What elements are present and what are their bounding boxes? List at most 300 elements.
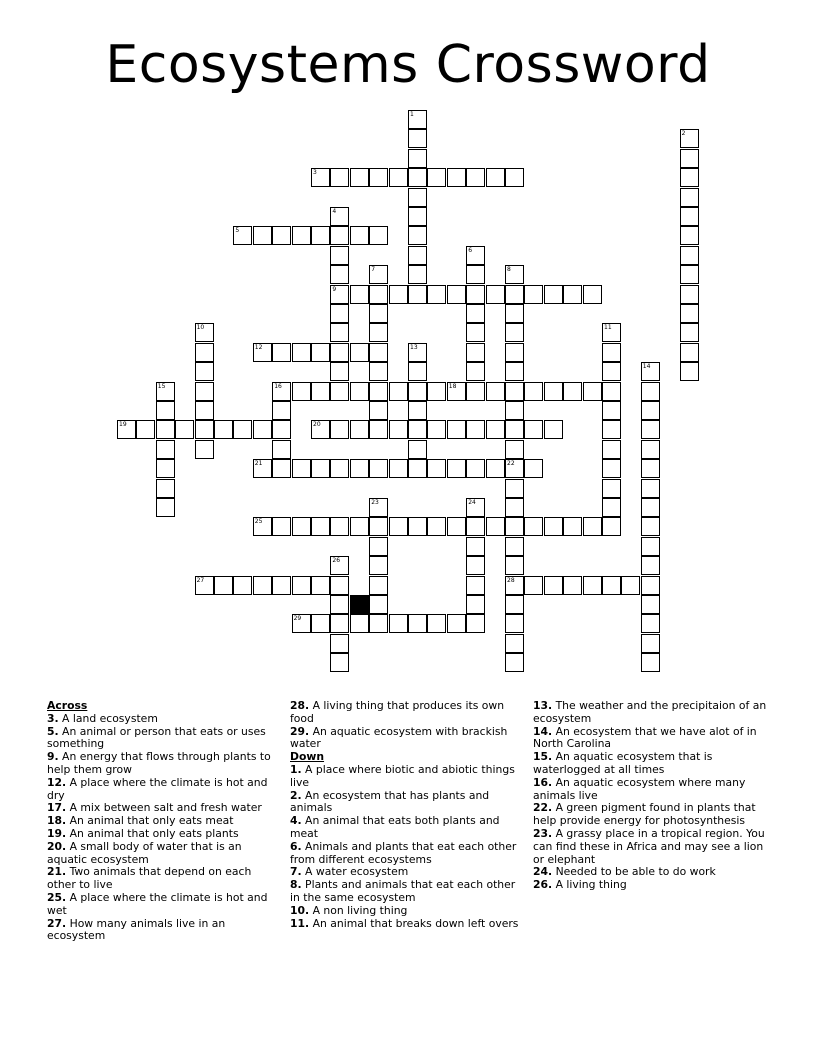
grid-cell[interactable] [602, 323, 621, 342]
grid-cell[interactable] [505, 498, 524, 517]
grid-cell[interactable] [486, 420, 505, 439]
grid-cell[interactable] [447, 382, 466, 401]
grid-cell[interactable] [408, 149, 427, 168]
grid-cell[interactable] [680, 207, 699, 226]
grid-cell[interactable] [369, 323, 388, 342]
grid-cell[interactable] [544, 420, 563, 439]
grid-cell[interactable] [641, 459, 660, 478]
grid-cell[interactable] [466, 595, 485, 614]
clue-across-18: 18. An animal that only eats meat [47, 814, 234, 828]
cell-number: 3 [313, 169, 317, 177]
grid-cell[interactable] [583, 517, 602, 536]
grid-cell[interactable] [544, 517, 563, 536]
grid-cell[interactable] [175, 420, 194, 439]
grid-cell[interactable] [505, 401, 524, 420]
cell-number: 12 [254, 343, 263, 351]
grid-cell[interactable] [641, 420, 660, 439]
grid-cell[interactable] [505, 576, 524, 595]
grid-cell[interactable] [641, 653, 660, 672]
grid-cell[interactable] [505, 285, 524, 304]
grid-cell[interactable] [389, 614, 408, 633]
grid-cell[interactable] [369, 401, 388, 420]
grid-cell[interactable] [408, 207, 427, 226]
grid-cell[interactable] [253, 576, 272, 595]
grid-cell[interactable] [680, 285, 699, 304]
grid-cell[interactable] [330, 285, 349, 304]
grid-cell[interactable] [350, 226, 369, 245]
cell-number: 9 [332, 285, 337, 293]
grid-cell[interactable] [621, 576, 640, 595]
clue-across-29: 29. An aquatic ecosystem with brackish water [290, 724, 508, 751]
clue-down-1: 1. A place where biotic and abiotic things live [290, 762, 515, 789]
grid-cell[interactable] [408, 614, 427, 633]
grid-cell[interactable] [389, 459, 408, 478]
grid-cell[interactable] [369, 304, 388, 323]
grid-cell[interactable] [583, 382, 602, 401]
grid-cell[interactable] [292, 459, 311, 478]
grid-cell[interactable] [641, 576, 660, 595]
grid-cell[interactable] [408, 382, 427, 401]
grid-cell[interactable] [330, 207, 349, 226]
grid-cell[interactable] [350, 517, 369, 536]
grid-cell[interactable] [369, 576, 388, 595]
grid-cell[interactable] [563, 382, 582, 401]
grid-cell[interactable] [350, 343, 369, 362]
clue-down-16: 16. An aquatic ecosystem where many animals live [533, 775, 746, 802]
clue-down-26: 26. A living thing [533, 878, 627, 892]
grid-cell[interactable] [505, 420, 524, 439]
grid-cell[interactable] [369, 537, 388, 556]
grid-cell[interactable] [466, 420, 485, 439]
grid-cell[interactable] [505, 362, 524, 381]
grid-cell[interactable] [292, 614, 311, 633]
grid-cell[interactable] [330, 517, 349, 536]
grid-cell[interactable] [408, 129, 427, 148]
grid-cell[interactable] [505, 168, 524, 187]
clue-down-7: 7. A water ecosystem [290, 865, 409, 879]
grid-cell[interactable] [680, 362, 699, 381]
grid-cell[interactable] [389, 285, 408, 304]
grid-cell[interactable] [272, 343, 291, 362]
cell-number: 21 [254, 460, 263, 468]
grid-cell[interactable] [214, 576, 233, 595]
grid-cell[interactable] [563, 517, 582, 536]
grid-cell[interactable] [330, 459, 349, 478]
grid-cell[interactable] [389, 517, 408, 536]
cell-number: 19 [119, 421, 127, 429]
grid-cell[interactable] [408, 246, 427, 265]
grid-cell[interactable] [602, 362, 621, 381]
grid-cell[interactable] [505, 479, 524, 498]
grid-cell[interactable] [330, 362, 349, 381]
grid-cell[interactable] [350, 420, 369, 439]
grid-cell[interactable] [369, 362, 388, 381]
grid-cell[interactable] [408, 517, 427, 536]
grid-cell[interactable] [311, 168, 330, 187]
down-header: Down [290, 750, 325, 764]
grid-cell[interactable] [292, 517, 311, 536]
grid-cell[interactable] [447, 614, 466, 633]
grid-cell[interactable] [486, 168, 505, 187]
grid-cell[interactable] [350, 614, 369, 633]
cell-number: 5 [235, 227, 240, 235]
clue-across-9: 9. An energy that flows through plants to help them grow [47, 750, 271, 776]
grid-cell[interactable] [641, 595, 660, 614]
grid-cell[interactable] [408, 110, 427, 129]
clue-across-21: 21. Two animals that depend on each other to live [47, 865, 252, 892]
grid-cell[interactable] [680, 323, 699, 342]
grid-cell[interactable] [330, 382, 349, 401]
grid-cell[interactable] [680, 246, 699, 265]
grid-cell[interactable] [563, 285, 582, 304]
grid-cell[interactable] [466, 537, 485, 556]
grid-cell[interactable] [272, 576, 291, 595]
grid-cell[interactable] [350, 459, 369, 478]
grid-cell[interactable] [117, 420, 136, 439]
grid-cell[interactable] [680, 304, 699, 323]
grid-cell[interactable] [486, 382, 505, 401]
grid-cell[interactable] [369, 382, 388, 401]
cell-number: 10 [196, 324, 205, 332]
grid-cell[interactable] [156, 440, 175, 459]
grid-cell[interactable] [602, 401, 621, 420]
clue-down-24: 24. Needed to be able to do work [533, 865, 716, 879]
grid-cell[interactable] [156, 459, 175, 478]
grid-cell[interactable] [369, 595, 388, 614]
grid-cell[interactable] [195, 323, 214, 342]
grid-cell[interactable] [641, 556, 660, 575]
cell-number: 24 [468, 499, 476, 506]
grid-cell[interactable] [195, 382, 214, 401]
grid-cell[interactable] [680, 149, 699, 168]
grid-cell[interactable] [369, 226, 388, 245]
grid-cell[interactable] [602, 576, 621, 595]
grid-cell[interactable] [641, 634, 660, 653]
grid-cell[interactable] [272, 517, 291, 536]
grid-cell[interactable] [195, 362, 214, 381]
grid-cell[interactable] [408, 285, 427, 304]
grid-cell[interactable] [505, 517, 524, 536]
clues-column-3 [533, 700, 769, 892]
grid-cell[interactable] [311, 576, 330, 595]
grid-cell[interactable] [408, 362, 427, 381]
grid-cell[interactable] [330, 226, 349, 245]
clue-across-27: 27. How many animals live in an ecosystem [47, 916, 226, 943]
grid-cell[interactable] [292, 576, 311, 595]
grid-cell[interactable] [408, 265, 427, 284]
grid-cell[interactable] [214, 420, 233, 439]
grid-cell[interactable] [466, 265, 485, 284]
cell-number: 28 [507, 576, 515, 584]
grid-cell[interactable] [505, 459, 524, 478]
grid-cell[interactable] [563, 576, 582, 595]
grid-cell[interactable] [524, 459, 543, 478]
grid-cell[interactable] [136, 420, 155, 439]
grid-cell[interactable] [505, 595, 524, 614]
grid-cell[interactable] [466, 382, 485, 401]
grid-cell[interactable] [544, 576, 563, 595]
grid-cell[interactable] [641, 382, 660, 401]
grid-cell[interactable] [680, 343, 699, 362]
grid-cell[interactable] [330, 265, 349, 284]
grid-cell[interactable] [486, 517, 505, 536]
grid-cell[interactable] [330, 595, 349, 614]
grid-cell[interactable] [680, 265, 699, 284]
grid-cell[interactable] [505, 343, 524, 362]
grid-cell[interactable] [524, 420, 543, 439]
grid-cell[interactable] [602, 440, 621, 459]
grid-cell[interactable] [602, 420, 621, 439]
grid-cell[interactable] [272, 420, 291, 439]
clue-down-22: 22. A green pigment found in plants that help provide energy for photosynthesis [533, 801, 756, 828]
grid-cell[interactable] [311, 517, 330, 536]
grid-cell[interactable] [369, 517, 388, 536]
grid-cell[interactable] [156, 382, 175, 401]
grid-cell[interactable] [156, 420, 175, 439]
grid-cell[interactable] [389, 382, 408, 401]
grid-cell[interactable] [505, 614, 524, 633]
grid-cell[interactable] [195, 576, 214, 595]
grid-cell[interactable] [311, 382, 330, 401]
grid-cell[interactable] [466, 323, 485, 342]
grid-cell[interactable] [272, 382, 291, 401]
grid-cell[interactable] [447, 517, 466, 536]
grid-cell[interactable] [253, 343, 272, 362]
clue-across-17: 17. A mix between salt and fresh water [47, 801, 262, 815]
grid-cell[interactable] [408, 226, 427, 245]
grid-cell[interactable] [602, 343, 621, 362]
grid-cell[interactable] [427, 614, 446, 633]
grid-cell[interactable] [427, 382, 446, 401]
grid-cell[interactable] [408, 343, 427, 362]
grid-cell[interactable] [369, 168, 388, 187]
grid-cell[interactable] [233, 226, 252, 245]
clue-across-25: 25. A place where the climate is hot and wet [47, 890, 268, 917]
grid-cell[interactable] [311, 420, 330, 439]
grid-cell[interactable] [486, 459, 505, 478]
grid-cell[interactable] [330, 304, 349, 323]
grid-cell[interactable] [505, 440, 524, 459]
clue-across-28: 28. A living thing that produces its own food [290, 699, 505, 725]
grid-cell[interactable] [389, 420, 408, 439]
grid-cell[interactable] [330, 576, 349, 595]
grid-cell[interactable] [195, 401, 214, 420]
grid-cell[interactable] [641, 517, 660, 536]
grid-cell[interactable] [253, 420, 272, 439]
grid-cell[interactable] [330, 323, 349, 342]
black-cell [350, 595, 369, 614]
grid-cell[interactable] [156, 479, 175, 498]
grid-cell[interactable] [350, 382, 369, 401]
cell-number: 6 [468, 246, 473, 254]
clue-down-10: 10. A non living thing [290, 903, 408, 917]
grid-cell[interactable] [408, 440, 427, 459]
grid-cell[interactable] [466, 168, 485, 187]
grid-cell[interactable] [583, 576, 602, 595]
grid-cell[interactable] [272, 401, 291, 420]
cell-number: 16 [274, 382, 282, 390]
grid-cell[interactable] [505, 382, 524, 401]
grid-cell[interactable] [330, 343, 349, 362]
grid-cell[interactable] [350, 168, 369, 187]
grid-cell[interactable] [602, 517, 621, 536]
grid-cell[interactable] [447, 285, 466, 304]
page-title: Ecosystems Crossword [105, 35, 711, 95]
grid-cell[interactable] [486, 285, 505, 304]
grid-cell[interactable] [427, 168, 446, 187]
grid-cell[interactable] [272, 440, 291, 459]
grid-cell[interactable] [369, 556, 388, 575]
clue-across-19: 19. An animal that only eats plants [47, 826, 239, 840]
grid-cell[interactable] [330, 420, 349, 439]
grid-cell[interactable] [680, 129, 699, 148]
grid-cell[interactable] [524, 382, 543, 401]
grid-cell[interactable] [680, 226, 699, 245]
grid-cell[interactable] [524, 517, 543, 536]
grid-cell[interactable] [369, 614, 388, 633]
cell-number: 20 [313, 421, 321, 429]
cell-number: 13 [410, 343, 418, 351]
cell-number: 26 [332, 557, 341, 565]
grid-cell[interactable] [505, 323, 524, 342]
grid-cell[interactable] [447, 168, 466, 187]
grid-cell[interactable] [505, 537, 524, 556]
grid-cell[interactable] [583, 285, 602, 304]
grid-cell[interactable] [680, 168, 699, 187]
clue-across-12: 12. A place where the climate is hot and dry [47, 775, 268, 802]
grid-cell[interactable] [292, 343, 311, 362]
grid-cell[interactable] [427, 517, 446, 536]
across-header: Across [47, 699, 88, 712]
grid-cell[interactable] [466, 285, 485, 304]
grid-cell[interactable] [156, 498, 175, 517]
grid-cell[interactable] [641, 479, 660, 498]
grid-cell[interactable] [272, 226, 291, 245]
grid-cell[interactable] [330, 246, 349, 265]
clue-down-15: 15. An aquatic ecosystem that is waterlogged at all times [533, 750, 713, 776]
grid-cell[interactable] [253, 517, 272, 536]
clue-down-6: 6. Animals and plants that eat each other from different ecosystems [290, 839, 517, 866]
grid-cell[interactable] [505, 556, 524, 575]
grid-cell[interactable] [311, 343, 330, 362]
cell-number: 2 [681, 130, 686, 138]
grid-cell[interactable] [602, 459, 621, 478]
grid-cell[interactable] [408, 459, 427, 478]
grid-cell[interactable] [427, 285, 446, 304]
grid-cell[interactable] [505, 634, 524, 653]
grid-cell[interactable] [195, 440, 214, 459]
grid-cell[interactable] [466, 304, 485, 323]
clue-down-8: 8. Plants and animals that eat each other in the same ecosystem [290, 878, 516, 904]
grid-cell[interactable] [350, 285, 369, 304]
grid-cell[interactable] [233, 576, 252, 595]
grid-cell[interactable] [641, 537, 660, 556]
grid-cell[interactable] [369, 420, 388, 439]
grid-cell[interactable] [505, 304, 524, 323]
grid-cell[interactable] [369, 498, 388, 517]
cell-number: 4 [332, 208, 337, 215]
grid-cell[interactable] [369, 285, 388, 304]
cell-number: 1 [410, 111, 414, 118]
grid-cell[interactable] [447, 420, 466, 439]
grid-cell[interactable] [427, 420, 446, 439]
clue-down-11: 11. An animal that breaks down left overs [290, 916, 519, 930]
cell-number: 18 [448, 382, 457, 390]
grid-cell[interactable] [253, 226, 272, 245]
grid-cell[interactable] [602, 382, 621, 401]
grid-cell[interactable] [641, 614, 660, 633]
grid-cell[interactable] [466, 614, 485, 633]
grid-cell[interactable] [292, 226, 311, 245]
grid-cell[interactable] [641, 498, 660, 517]
grid-cell[interactable] [505, 653, 524, 672]
grid-cell[interactable] [369, 343, 388, 362]
grid-cell[interactable] [408, 420, 427, 439]
clue-down-4: 4. An animal that eats both plants and meat [290, 814, 500, 840]
grid-cell[interactable] [641, 401, 660, 420]
grid-cell[interactable] [272, 459, 291, 478]
grid-cell[interactable] [389, 168, 408, 187]
grid-cell[interactable] [466, 246, 485, 265]
grid-cell[interactable] [680, 188, 699, 207]
grid-cell[interactable] [447, 459, 466, 478]
grid-cell[interactable] [408, 188, 427, 207]
grid-cell[interactable] [466, 343, 485, 362]
grid-cell[interactable] [195, 343, 214, 362]
grid-cell[interactable] [330, 634, 349, 653]
grid-cell[interactable] [330, 168, 349, 187]
grid-cell[interactable] [466, 362, 485, 381]
grid-cell[interactable] [253, 459, 272, 478]
grid-cell[interactable] [408, 401, 427, 420]
grid-cell[interactable] [311, 614, 330, 633]
cell-number: 27 [196, 576, 205, 584]
grid-cell[interactable] [641, 362, 660, 381]
grid-cell[interactable] [466, 556, 485, 575]
cell-number: 25 [254, 518, 263, 526]
grid-cell[interactable] [330, 614, 349, 633]
grid-cell[interactable] [195, 420, 214, 439]
grid-cell[interactable] [641, 440, 660, 459]
grid-cell[interactable] [156, 401, 175, 420]
grid-cell[interactable] [544, 285, 563, 304]
grid-cell[interactable] [369, 265, 388, 284]
grid-cell[interactable] [466, 459, 485, 478]
grid-cell[interactable] [408, 168, 427, 187]
grid-cell[interactable] [505, 265, 524, 284]
grid-cell[interactable] [292, 382, 311, 401]
grid-cell[interactable] [466, 498, 485, 517]
cell-number: 11 [604, 324, 612, 332]
grid-cell[interactable] [311, 459, 330, 478]
grid-cell[interactable] [524, 576, 543, 595]
grid-cell[interactable] [466, 517, 485, 536]
grid-cell[interactable] [427, 459, 446, 478]
grid-cell[interactable] [233, 420, 252, 439]
grid-cell[interactable] [330, 556, 349, 575]
grid-cell[interactable] [466, 576, 485, 595]
clue-across-5: 5. An animal or person that eats or uses something [47, 724, 266, 751]
grid-cell[interactable] [544, 382, 563, 401]
grid-cell[interactable] [369, 459, 388, 478]
grid-cell[interactable] [602, 479, 621, 498]
grid-cell[interactable] [330, 653, 349, 672]
grid-cell[interactable] [311, 226, 330, 245]
grid-cell[interactable] [602, 498, 621, 517]
clue-down-2: 2. An ecosystem that has plants and animals [290, 788, 490, 815]
grid-cell[interactable] [524, 285, 543, 304]
cell-number: 14 [642, 363, 651, 371]
